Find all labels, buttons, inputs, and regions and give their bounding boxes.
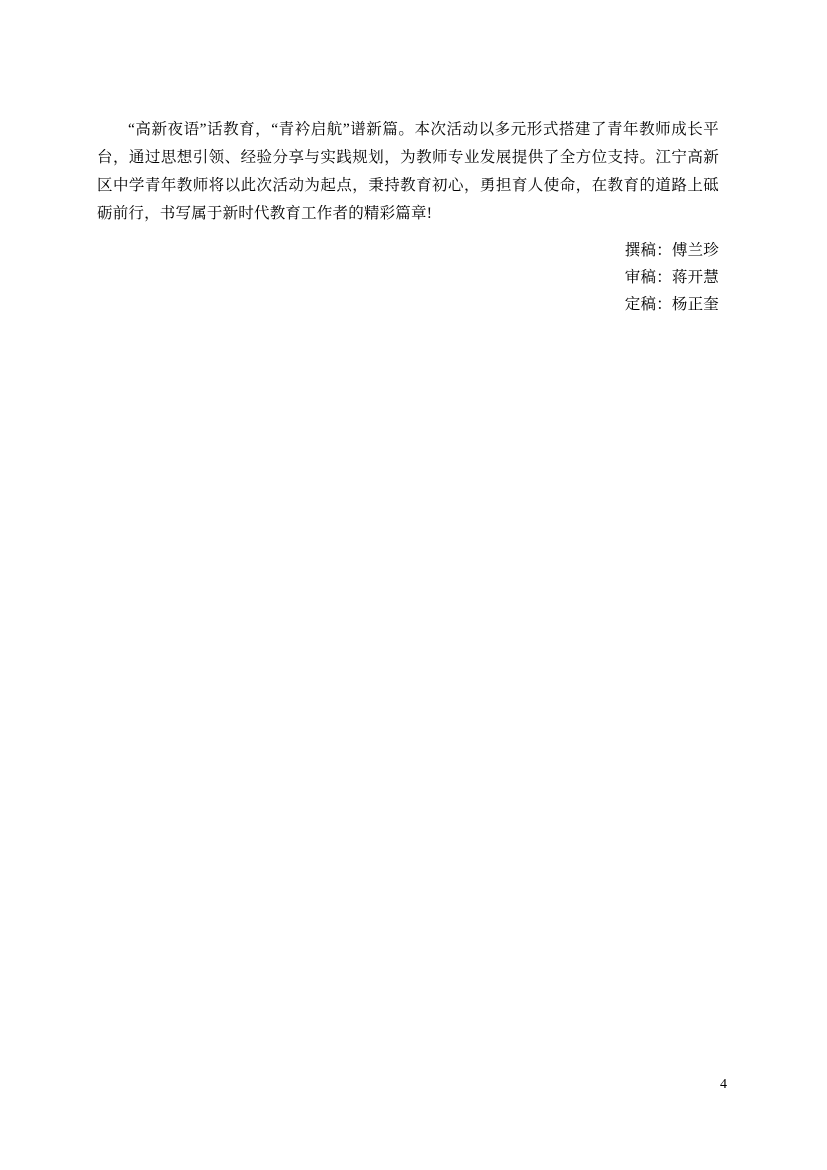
page-footer xyxy=(0,1075,727,1095)
page-number: 4 xyxy=(720,1077,727,1092)
credit-line-finalizer: 定稿：杨正奎 xyxy=(624,296,719,313)
credits-block xyxy=(97,237,719,318)
body-paragraph: “高新夜语”话教育，“青衿启航”谱新篇。本次活动以多元形式搭建了青年教师成长平台，通过思想引领、经验分享与实践规划，为教师专业发展提供了全方位支持。江宁高新区中学青年教师将以此次活动为起点，秉持教育初心，勇担育人使命，在教育的道路上砥砺前行，书写属于新时代教育工作者的精彩篇章! xyxy=(97,121,719,222)
credit-line-reviewer: 审稿：蒋开慧 xyxy=(624,269,719,286)
text-block xyxy=(97,116,719,318)
credit-line-writer: 撰稿：傅兰珍 xyxy=(624,242,719,259)
